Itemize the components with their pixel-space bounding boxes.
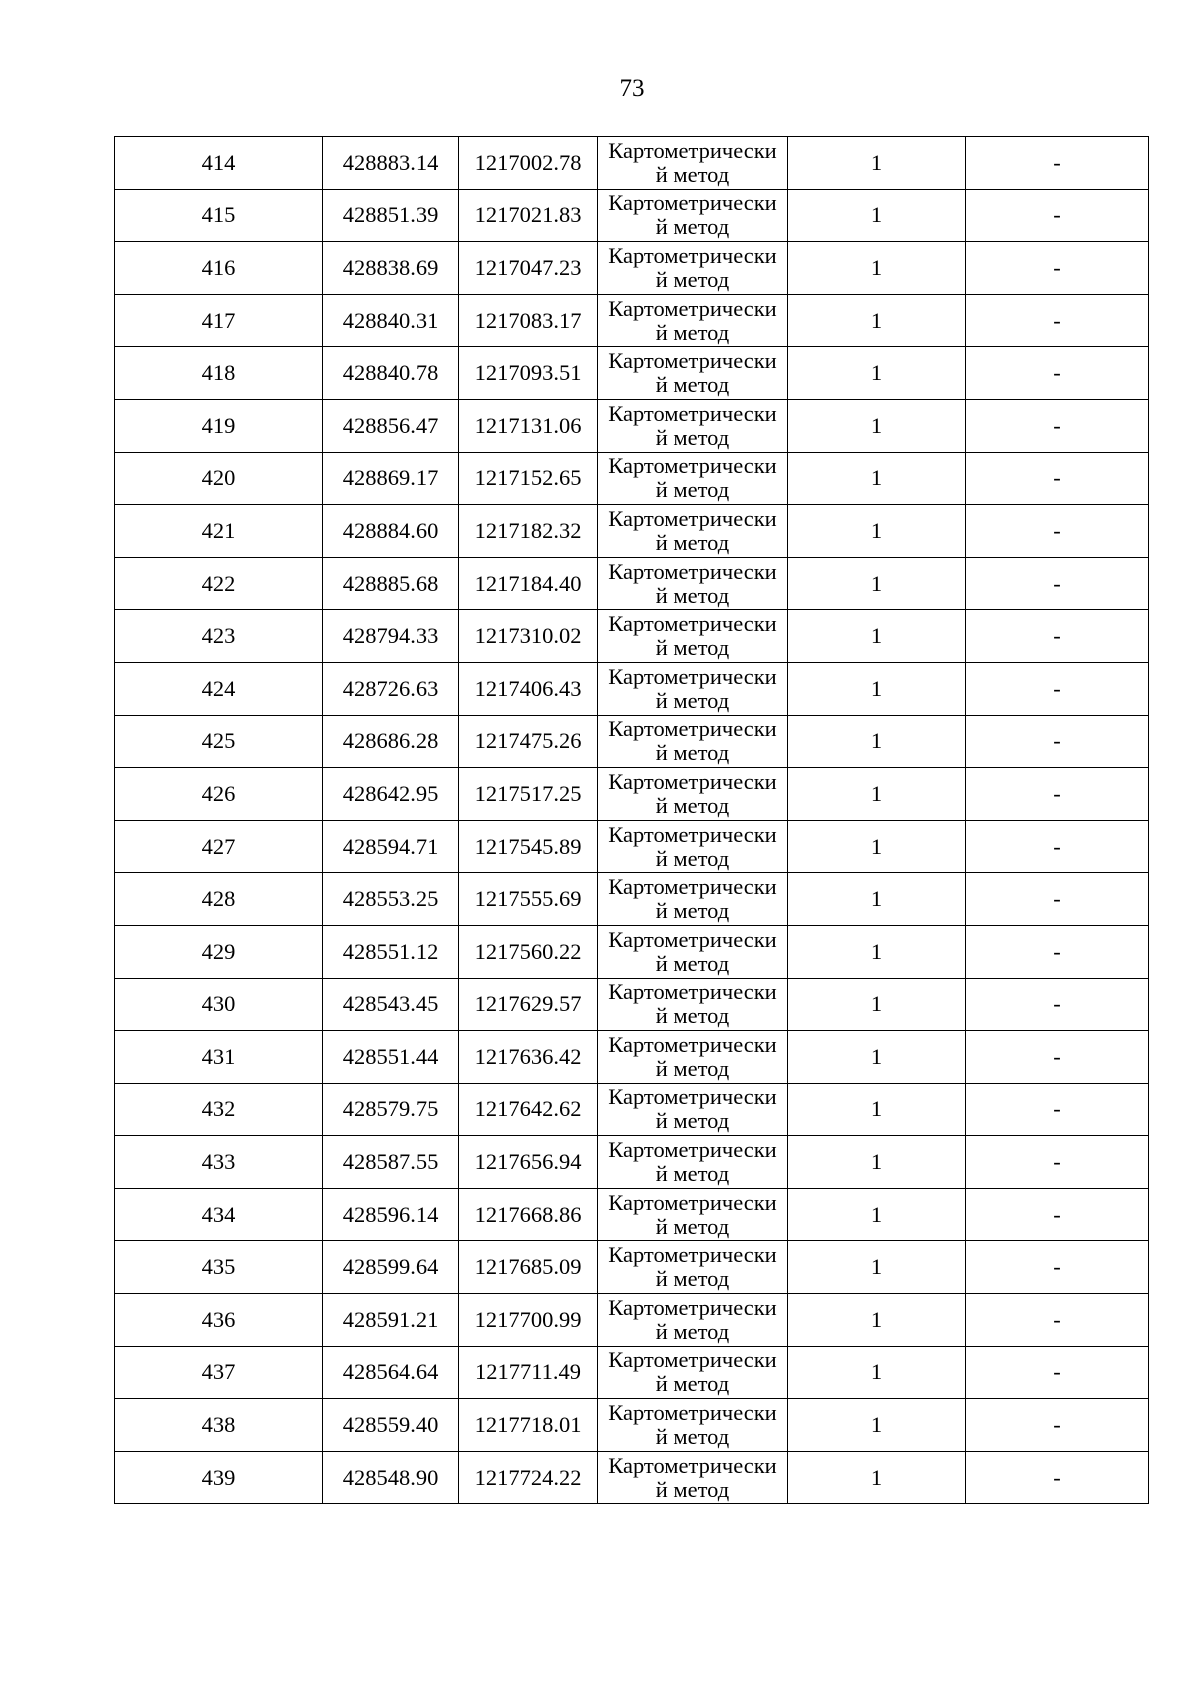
method-cell: Картометрически й метод bbox=[598, 137, 788, 190]
y-coordinate-cell: 1217555.69 bbox=[459, 873, 598, 926]
y-coordinate-cell: 1217475.26 bbox=[459, 715, 598, 768]
x-coordinate-cell: 428594.71 bbox=[323, 820, 459, 873]
method-cell: Картометрически й метод bbox=[598, 978, 788, 1031]
table-body bbox=[115, 137, 1149, 1504]
note-cell: - bbox=[966, 1294, 1149, 1347]
point-number-cell: 426 bbox=[115, 768, 323, 821]
note-cell: - bbox=[966, 1188, 1149, 1241]
note-cell: - bbox=[966, 1241, 1149, 1294]
note-cell: - bbox=[966, 137, 1149, 190]
table-row bbox=[115, 925, 1149, 978]
y-coordinate-cell: 1217642.62 bbox=[459, 1083, 598, 1136]
method-cell: Картометрически й метод bbox=[598, 1083, 788, 1136]
note-cell: - bbox=[966, 1083, 1149, 1136]
x-coordinate-cell: 428591.21 bbox=[323, 1294, 459, 1347]
table-row bbox=[115, 715, 1149, 768]
table-row bbox=[115, 242, 1149, 295]
accuracy-cell: 1 bbox=[788, 399, 966, 452]
note-cell: - bbox=[966, 189, 1149, 242]
table-row bbox=[115, 768, 1149, 821]
table-row bbox=[115, 1031, 1149, 1084]
method-cell: Картометрически й метод bbox=[598, 715, 788, 768]
x-coordinate-cell: 428559.40 bbox=[323, 1399, 459, 1452]
note-cell: - bbox=[966, 557, 1149, 610]
table-row bbox=[115, 1188, 1149, 1241]
x-coordinate-cell: 428686.28 bbox=[323, 715, 459, 768]
y-coordinate-cell: 1217406.43 bbox=[459, 662, 598, 715]
note-cell: - bbox=[966, 610, 1149, 663]
note-cell: - bbox=[966, 399, 1149, 452]
x-coordinate-cell: 428856.47 bbox=[323, 399, 459, 452]
x-coordinate-cell: 428885.68 bbox=[323, 557, 459, 610]
y-coordinate-cell: 1217310.02 bbox=[459, 610, 598, 663]
table-row bbox=[115, 505, 1149, 558]
method-cell: Картометрически й метод bbox=[598, 1346, 788, 1399]
method-cell: Картометрически й метод bbox=[598, 294, 788, 347]
method-cell: Картометрически й метод bbox=[598, 347, 788, 400]
accuracy-cell: 1 bbox=[788, 1399, 966, 1452]
table-row bbox=[115, 662, 1149, 715]
point-number-cell: 417 bbox=[115, 294, 323, 347]
x-coordinate-cell: 428599.64 bbox=[323, 1241, 459, 1294]
point-number-cell: 432 bbox=[115, 1083, 323, 1136]
accuracy-cell: 1 bbox=[788, 137, 966, 190]
accuracy-cell: 1 bbox=[788, 452, 966, 505]
x-coordinate-cell: 428883.14 bbox=[323, 137, 459, 190]
accuracy-cell: 1 bbox=[788, 1031, 966, 1084]
y-coordinate-cell: 1217184.40 bbox=[459, 557, 598, 610]
x-coordinate-cell: 428564.64 bbox=[323, 1346, 459, 1399]
accuracy-cell: 1 bbox=[788, 662, 966, 715]
table-row bbox=[115, 1451, 1149, 1504]
table-row bbox=[115, 1346, 1149, 1399]
x-coordinate-cell: 428851.39 bbox=[323, 189, 459, 242]
x-coordinate-cell: 428840.31 bbox=[323, 294, 459, 347]
method-cell: Картометрически й метод bbox=[598, 925, 788, 978]
x-coordinate-cell: 428840.78 bbox=[323, 347, 459, 400]
x-coordinate-cell: 428869.17 bbox=[323, 452, 459, 505]
method-cell: Картометрически й метод bbox=[598, 1451, 788, 1504]
table-row bbox=[115, 189, 1149, 242]
note-cell: - bbox=[966, 715, 1149, 768]
point-number-cell: 415 bbox=[115, 189, 323, 242]
y-coordinate-cell: 1217560.22 bbox=[459, 925, 598, 978]
table-row bbox=[115, 610, 1149, 663]
x-coordinate-cell: 428543.45 bbox=[323, 978, 459, 1031]
y-coordinate-cell: 1217700.99 bbox=[459, 1294, 598, 1347]
method-cell: Картометрически й метод bbox=[598, 1031, 788, 1084]
point-number-cell: 418 bbox=[115, 347, 323, 400]
method-cell: Картометрически й метод bbox=[598, 662, 788, 715]
y-coordinate-cell: 1217685.09 bbox=[459, 1241, 598, 1294]
note-cell: - bbox=[966, 294, 1149, 347]
accuracy-cell: 1 bbox=[788, 768, 966, 821]
method-cell: Картометрически й метод bbox=[598, 557, 788, 610]
note-cell: - bbox=[966, 873, 1149, 926]
note-cell: - bbox=[966, 1031, 1149, 1084]
table-row bbox=[115, 399, 1149, 452]
point-number-cell: 416 bbox=[115, 242, 323, 295]
x-coordinate-cell: 428838.69 bbox=[323, 242, 459, 295]
accuracy-cell: 1 bbox=[788, 1346, 966, 1399]
note-cell: - bbox=[966, 1451, 1149, 1504]
point-number-cell: 439 bbox=[115, 1451, 323, 1504]
note-cell: - bbox=[966, 978, 1149, 1031]
point-number-cell: 431 bbox=[115, 1031, 323, 1084]
point-number-cell: 437 bbox=[115, 1346, 323, 1399]
table-row bbox=[115, 294, 1149, 347]
x-coordinate-cell: 428642.95 bbox=[323, 768, 459, 821]
note-cell: - bbox=[966, 1399, 1149, 1452]
method-cell: Картометрически й метод bbox=[598, 610, 788, 663]
accuracy-cell: 1 bbox=[788, 715, 966, 768]
point-number-cell: 438 bbox=[115, 1399, 323, 1452]
method-cell: Картометрически й метод bbox=[598, 1294, 788, 1347]
accuracy-cell: 1 bbox=[788, 1136, 966, 1189]
method-cell: Картометрически й метод bbox=[598, 873, 788, 926]
point-number-cell: 420 bbox=[115, 452, 323, 505]
point-number-cell: 422 bbox=[115, 557, 323, 610]
point-number-cell: 435 bbox=[115, 1241, 323, 1294]
method-cell: Картометрически й метод bbox=[598, 189, 788, 242]
method-cell: Картометрически й метод bbox=[598, 505, 788, 558]
x-coordinate-cell: 428548.90 bbox=[323, 1451, 459, 1504]
accuracy-cell: 1 bbox=[788, 1294, 966, 1347]
note-cell: - bbox=[966, 1136, 1149, 1189]
x-coordinate-cell: 428794.33 bbox=[323, 610, 459, 663]
note-cell: - bbox=[966, 820, 1149, 873]
point-number-cell: 424 bbox=[115, 662, 323, 715]
method-cell: Картометрически й метод bbox=[598, 1399, 788, 1452]
accuracy-cell: 1 bbox=[788, 873, 966, 926]
y-coordinate-cell: 1217021.83 bbox=[459, 189, 598, 242]
x-coordinate-cell: 428553.25 bbox=[323, 873, 459, 926]
table-row bbox=[115, 1399, 1149, 1452]
method-cell: Картометрически й метод bbox=[598, 1241, 788, 1294]
accuracy-cell: 1 bbox=[788, 294, 966, 347]
accuracy-cell: 1 bbox=[788, 1188, 966, 1241]
accuracy-cell: 1 bbox=[788, 557, 966, 610]
accuracy-cell: 1 bbox=[788, 505, 966, 558]
note-cell: - bbox=[966, 242, 1149, 295]
table-row bbox=[115, 1241, 1149, 1294]
x-coordinate-cell: 428726.63 bbox=[323, 662, 459, 715]
table-row bbox=[115, 347, 1149, 400]
y-coordinate-cell: 1217545.89 bbox=[459, 820, 598, 873]
table-row bbox=[115, 557, 1149, 610]
accuracy-cell: 1 bbox=[788, 820, 966, 873]
method-cell: Картометрически й метод bbox=[598, 768, 788, 821]
accuracy-cell: 1 bbox=[788, 925, 966, 978]
method-cell: Картометрически й метод bbox=[598, 452, 788, 505]
x-coordinate-cell: 428551.44 bbox=[323, 1031, 459, 1084]
note-cell: - bbox=[966, 662, 1149, 715]
method-cell: Картометрически й метод bbox=[598, 1136, 788, 1189]
y-coordinate-cell: 1217047.23 bbox=[459, 242, 598, 295]
y-coordinate-cell: 1217083.17 bbox=[459, 294, 598, 347]
point-number-cell: 419 bbox=[115, 399, 323, 452]
table-row bbox=[115, 1136, 1149, 1189]
point-number-cell: 427 bbox=[115, 820, 323, 873]
x-coordinate-cell: 428596.14 bbox=[323, 1188, 459, 1241]
x-coordinate-cell: 428579.75 bbox=[323, 1083, 459, 1136]
point-number-cell: 423 bbox=[115, 610, 323, 663]
table-row bbox=[115, 978, 1149, 1031]
note-cell: - bbox=[966, 505, 1149, 558]
point-number-cell: 428 bbox=[115, 873, 323, 926]
table-row bbox=[115, 1294, 1149, 1347]
y-coordinate-cell: 1217656.94 bbox=[459, 1136, 598, 1189]
y-coordinate-cell: 1217131.06 bbox=[459, 399, 598, 452]
y-coordinate-cell: 1217093.51 bbox=[459, 347, 598, 400]
table-row bbox=[115, 873, 1149, 926]
point-number-cell: 425 bbox=[115, 715, 323, 768]
accuracy-cell: 1 bbox=[788, 242, 966, 295]
point-number-cell: 430 bbox=[115, 978, 323, 1031]
y-coordinate-cell: 1217711.49 bbox=[459, 1346, 598, 1399]
y-coordinate-cell: 1217002.78 bbox=[459, 137, 598, 190]
y-coordinate-cell: 1217718.01 bbox=[459, 1399, 598, 1452]
table-row bbox=[115, 820, 1149, 873]
accuracy-cell: 1 bbox=[788, 1241, 966, 1294]
accuracy-cell: 1 bbox=[788, 1083, 966, 1136]
method-cell: Картометрически й метод bbox=[598, 1188, 788, 1241]
table-row bbox=[115, 1083, 1149, 1136]
coordinates-table bbox=[114, 136, 1149, 1504]
y-coordinate-cell: 1217517.25 bbox=[459, 768, 598, 821]
y-coordinate-cell: 1217152.65 bbox=[459, 452, 598, 505]
y-coordinate-cell: 1217636.42 bbox=[459, 1031, 598, 1084]
table-row bbox=[115, 452, 1149, 505]
page-number: 73 bbox=[619, 75, 645, 102]
accuracy-cell: 1 bbox=[788, 610, 966, 663]
x-coordinate-cell: 428587.55 bbox=[323, 1136, 459, 1189]
y-coordinate-cell: 1217724.22 bbox=[459, 1451, 598, 1504]
x-coordinate-cell: 428884.60 bbox=[323, 505, 459, 558]
note-cell: - bbox=[966, 768, 1149, 821]
method-cell: Картометрически й метод bbox=[598, 399, 788, 452]
note-cell: - bbox=[966, 1346, 1149, 1399]
y-coordinate-cell: 1217629.57 bbox=[459, 978, 598, 1031]
note-cell: - bbox=[966, 347, 1149, 400]
y-coordinate-cell: 1217182.32 bbox=[459, 505, 598, 558]
point-number-cell: 436 bbox=[115, 1294, 323, 1347]
accuracy-cell: 1 bbox=[788, 1451, 966, 1504]
point-number-cell: 433 bbox=[115, 1136, 323, 1189]
note-cell: - bbox=[966, 452, 1149, 505]
method-cell: Картометрически й метод bbox=[598, 242, 788, 295]
point-number-cell: 429 bbox=[115, 925, 323, 978]
table-row bbox=[115, 137, 1149, 190]
accuracy-cell: 1 bbox=[788, 978, 966, 1031]
method-cell: Картометрически й метод bbox=[598, 820, 788, 873]
y-coordinate-cell: 1217668.86 bbox=[459, 1188, 598, 1241]
x-coordinate-cell: 428551.12 bbox=[323, 925, 459, 978]
accuracy-cell: 1 bbox=[788, 347, 966, 400]
point-number-cell: 414 bbox=[115, 137, 323, 190]
note-cell: - bbox=[966, 925, 1149, 978]
point-number-cell: 434 bbox=[115, 1188, 323, 1241]
point-number-cell: 421 bbox=[115, 505, 323, 558]
accuracy-cell: 1 bbox=[788, 189, 966, 242]
